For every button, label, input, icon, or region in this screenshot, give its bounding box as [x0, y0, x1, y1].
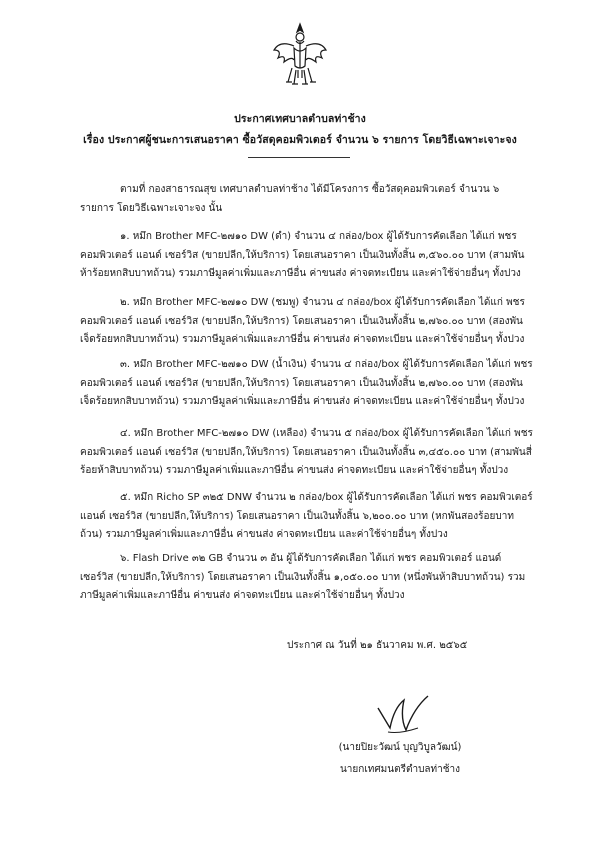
- list-item: [80, 489, 536, 545]
- list-item: [80, 294, 536, 350]
- list-item: [80, 228, 536, 284]
- item-text: ๕. หมึก Richo SP ๓๒๕ DNW จำนวน ๒ กล่อง/box ผู้ได้รับการคัดเลือก ได้แก่ พชร คอมพิวเตอร์ แอนด์ เซอร์วิส (ขายปลีก,ให้บริการ) โดยเสนอราคา เป็นเงินทั้งสิ้น ๖,๒๐๐.๐๐ บาท (หกพันสองร้อยบาทถ้วน) รวมภาษีมูลค่าเพิ่มและภาษีอื่น ค่าขนส่ง ค่าจดทะเบียน และค่าใช้จ่ายอื่นๆ ทั้งปวง: [80, 492, 533, 540]
- announcement-subject: เรื่อง ประกาศผู้ชนะการเสนอราคา ซื้อวัสดุคอมพิวเตอร์ จำนวน ๖ รายการ โดยวิธีเฉพาะเจาะจง: [83, 134, 517, 146]
- signer-name: (นายปิยะวัฒน์ บุญวิบูลวัฒน์): [338, 742, 462, 753]
- list-item: [80, 356, 536, 412]
- list-item: [80, 425, 536, 481]
- announcement-title: ประกาศเทศบาลตำบลท่าช้าง: [234, 113, 366, 125]
- item-text: ๔. หมึก Brother MFC-๒๗๑๐ DW (เหลือง) จำนวน ๕ กล่อง/box ผู้ได้รับการคัดเลือก ได้แก่ พชร คอมพิวเตอร์ แอนด์ เซอร์วิส (ขายปลีก,ให้บริการ) โดยเสนอราคา เป็นเงินทั้งสิ้น ๓,๔๕๐.๐๐ บาท (สามพันสี่ร้อยห้าสิบบาทถ้วน) รวมภาษีมูลค่าเพิ่มและภาษีอื่น ค่าขนส่ง ค่าจดทะเบียน และค่าใช้จ่ายอื่นๆ ทั้งปวง: [80, 428, 533, 476]
- item-text: ๑. หมึก Brother MFC-๒๗๑๐ DW (ดำ) จำนวน ๔ กล่อง/box ผู้ได้รับการคัดเลือก ได้แก่ พชร คอมพิวเตอร์ แอนด์ เซอร์วิส (ขายปลีก,ให้บริการ) โดยเสนอราคา เป็นเงินทั้งสิ้น ๓,๕๖๐.๐๐ บาท (สามพันห้าร้อยหกสิบบาทถ้วน) รวมภาษีมูลค่าเพิ่มและภาษีอื่น ค่าขนส่ง ค่าจดทะเบียน และค่าใช้จ่ายอื่นๆ ทั้งปวง: [80, 231, 525, 279]
- signer-position: นายกเทศมนตรีตำบลท่าช้าง: [339, 764, 461, 775]
- signature-mark: [370, 688, 440, 738]
- garuda-emblem-icon: [270, 20, 330, 92]
- intro-text: ตามที่ กองสาธารณสุข เทศบาลตำบลท่าช้าง ได้มีโครงการ ซื้อวัสดุคอมพิวเตอร์ จำนวน ๖ รายการ โดยวิธีเฉพาะเจาะจง นั้น: [80, 184, 500, 214]
- item-text: ๒. หมึก Brother MFC-๒๗๑๐ DW (ชมพู) จำนวน ๔ กล่อง/box ผู้ได้รับการคัดเลือก ได้แก่ พชร คอมพิวเตอร์ แอนด์ เซอร์วิส (ขายปลีก,ให้บริการ) โดยเสนอราคา เป็นเงินทั้งสิ้น ๒,๗๖๐.๐๐ บาท (สองพันเจ็ดร้อยหกสิบบาทถ้วน) รวมภาษีมูลค่าเพิ่มและภาษีอื่น ค่าขนส่ง ค่าจดทะเบียน และค่าใช้จ่ายอื่นๆ ทั้งปวง: [80, 297, 525, 345]
- list-item: [80, 550, 536, 606]
- announcement-date: ประกาศ ณ วันที่ ๒๑ ธันวาคม พ.ศ. ๒๕๖๕: [287, 640, 468, 651]
- intro-paragraph: [80, 181, 536, 218]
- item-text: ๓. หมึก Brother MFC-๒๗๑๐ DW (น้ำเงิน) จำนวน ๔ กล่อง/box ผู้ได้รับการคัดเลือก ได้แก่ พชร คอมพิวเตอร์ แอนด์ เซอร์วิส (ขายปลีก,ให้บริการ) โดยเสนอราคา เป็นเงินทั้งสิ้น ๒,๗๖๐.๐๐ บาท (สองพันเจ็ดร้อยหกสิบบาทถ้วน) รวมภาษีมูลค่าเพิ่มและภาษีอื่น ค่าขนส่ง ค่าจดทะเบียน และค่าใช้จ่ายอื่นๆ ทั้งปวง: [80, 359, 533, 407]
- item-text: ๖. Flash Drive ๓๒ GB จำนวน ๓ อัน ผู้ได้รับการคัดเลือก ได้แก่ พชร คอมพิวเตอร์ แอนด์ เซอร์วิส (ขายปลีก,ให้บริการ) โดยเสนอราคา เป็นเงินทั้งสิ้น ๑,๐๕๐.๐๐ บาท (หนึ่งพันห้าสิบบาทถ้วน) รวมภาษีมูลค่าเพิ่มและภาษีอื่น ค่าขนส่ง ค่าจดทะเบียน และค่าใช้จ่ายอื่นๆ ทั้งปวง: [80, 553, 526, 601]
- title-divider: [248, 157, 350, 158]
